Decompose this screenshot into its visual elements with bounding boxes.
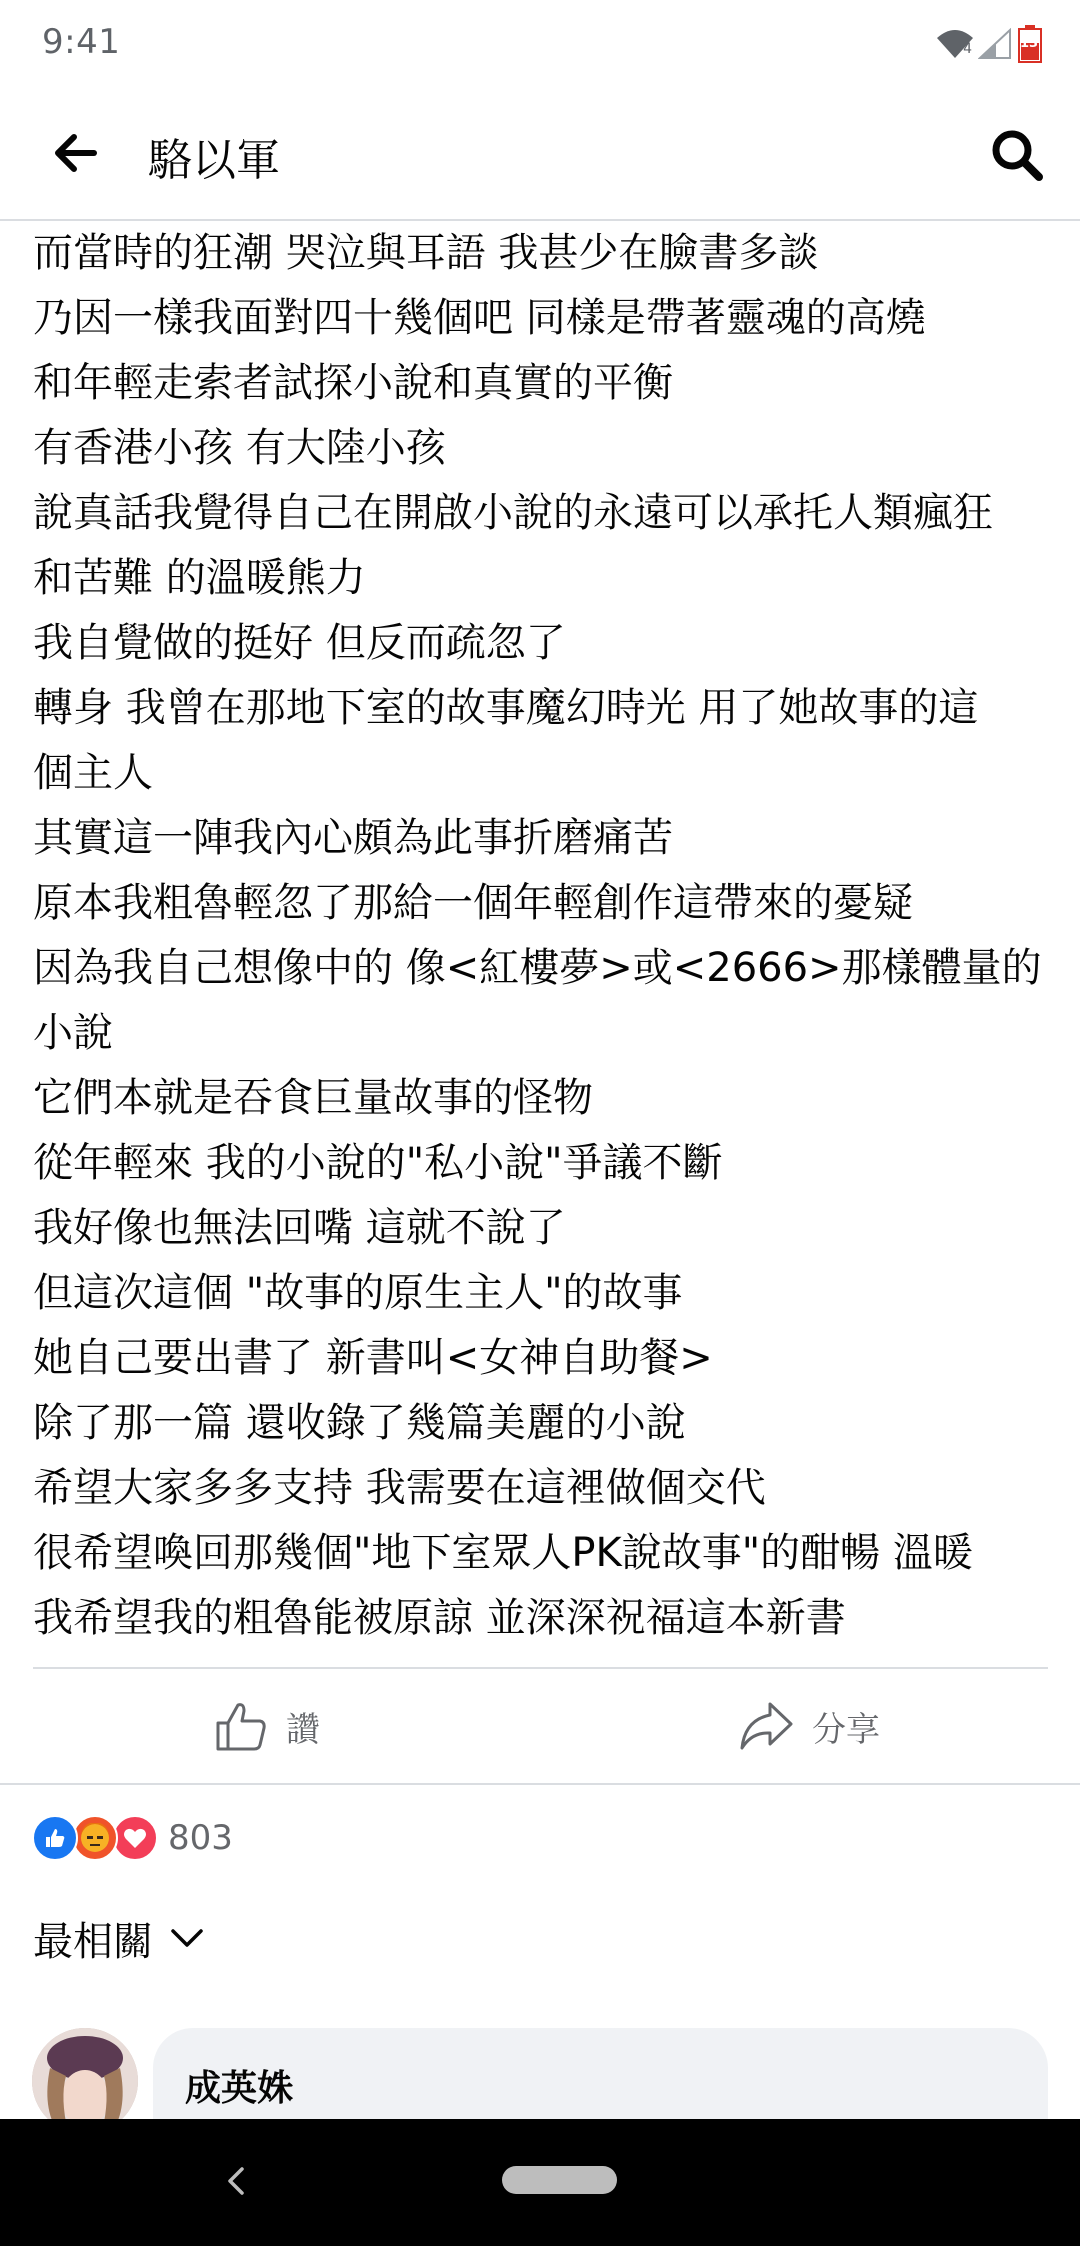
back-button[interactable] — [40, 118, 110, 188]
sort-label: 最相關 — [33, 1918, 153, 1965]
post-line: 說真話我覺得自己在開啟小說的永遠可以承托人類瘋狂 — [33, 490, 993, 536]
share-button[interactable] — [738, 1669, 880, 1783]
app-header — [0, 90, 1080, 221]
post-line: 小說 — [33, 1010, 113, 1056]
post-line: 她自己要出書了 新書叫<女神自助餐> — [33, 1335, 713, 1381]
post-line: 除了那一篇 還收錄了幾篇美麗的小說 — [33, 1400, 686, 1446]
page-title: 駱以軍 — [148, 135, 280, 186]
post-line: 從年輕來 我的小說的"私小說"爭議不斷 — [33, 1140, 723, 1186]
like-button[interactable] — [214, 1669, 320, 1783]
thumbs-up-icon — [214, 1699, 268, 1753]
section-divider — [0, 1783, 1080, 1785]
chevron-down-icon — [169, 1926, 205, 1950]
post-line: 我好像也無法回嘴 這就不說了 — [33, 1205, 566, 1251]
arrow-left-icon — [52, 133, 98, 173]
post-line: 其實這一陣我內心頗為此事折磨痛苦 — [33, 815, 673, 861]
post-line: 很希望喚回那幾個"地下室眾人PK說故事"的酣暢 溫暖 — [33, 1530, 973, 1576]
post-line: 和年輕走索者試探小說和真實的平衡 — [33, 360, 673, 406]
post-line: 但這次這個 "故事的原生主人"的故事 — [33, 1270, 683, 1316]
post-text — [33, 221, 1053, 1651]
nav-home-pill[interactable] — [502, 2166, 617, 2194]
post-line: 而當時的狂潮 哭泣與耳語 我甚少在臉書多談 — [33, 230, 819, 276]
post-line: 它們本就是吞食巨量故事的怪物 — [33, 1075, 593, 1121]
battery-alert-icon — [1018, 25, 1042, 63]
post-line: 因為我自己想像中的 像<紅樓夢>或<2666>那樣體量的 — [33, 945, 1042, 991]
comment-sort-dropdown[interactable] — [33, 1910, 205, 1966]
reaction-icons — [32, 1815, 158, 1861]
share-arrow-icon — [738, 1700, 794, 1752]
reactions-summary[interactable] — [32, 1815, 233, 1861]
status-time: 9:41 — [42, 22, 121, 62]
comment-author[interactable]: 成英姝 — [185, 2068, 294, 2109]
post-body — [0, 221, 1080, 1661]
search-button[interactable] — [982, 120, 1052, 190]
love-reaction-icon — [112, 1815, 158, 1861]
status-icons — [935, 24, 1042, 64]
battery-badge: 13 — [1020, 36, 1039, 51]
action-bar — [0, 1669, 1080, 1783]
post-line: 有香港小孩 有大陸小孩 — [33, 425, 446, 471]
like-label: 讚 — [286, 1709, 320, 1750]
cell-signal-icon — [978, 28, 1012, 60]
post-line: 我自覺做的挺好 但反而疏忽了 — [33, 620, 566, 666]
share-label: 分享 — [812, 1709, 880, 1750]
signal-badge: 4 — [963, 41, 972, 57]
like-reaction-icon — [32, 1815, 78, 1861]
post-line: 原本我粗魯輕忽了那給一個年輕創作這帶來的憂疑 — [33, 880, 913, 926]
search-icon — [989, 127, 1045, 183]
post-line: 希望大家多多支持 我需要在這裡做個交代 — [33, 1465, 766, 1511]
post-line: 和苦難 的溫暖熊力 — [33, 555, 366, 601]
post-line: 轉身 我曾在那地下室的故事魔幻時光 用了她故事的這 — [33, 685, 979, 731]
reaction-count: 803 — [168, 1818, 233, 1858]
status-bar — [0, 0, 1080, 90]
system-navigation-bar — [0, 2119, 1080, 2246]
post-line: 乃因一樣我面對四十幾個吧 同樣是帶著靈魂的高燒 — [33, 295, 926, 341]
post-line: 個主人 — [33, 750, 153, 796]
angry-reaction-icon — [72, 1815, 118, 1861]
nav-back-icon[interactable] — [216, 2161, 256, 2201]
post-line: 我希望我的粗魯能被原諒 並深深祝福這本新書 — [33, 1595, 846, 1641]
